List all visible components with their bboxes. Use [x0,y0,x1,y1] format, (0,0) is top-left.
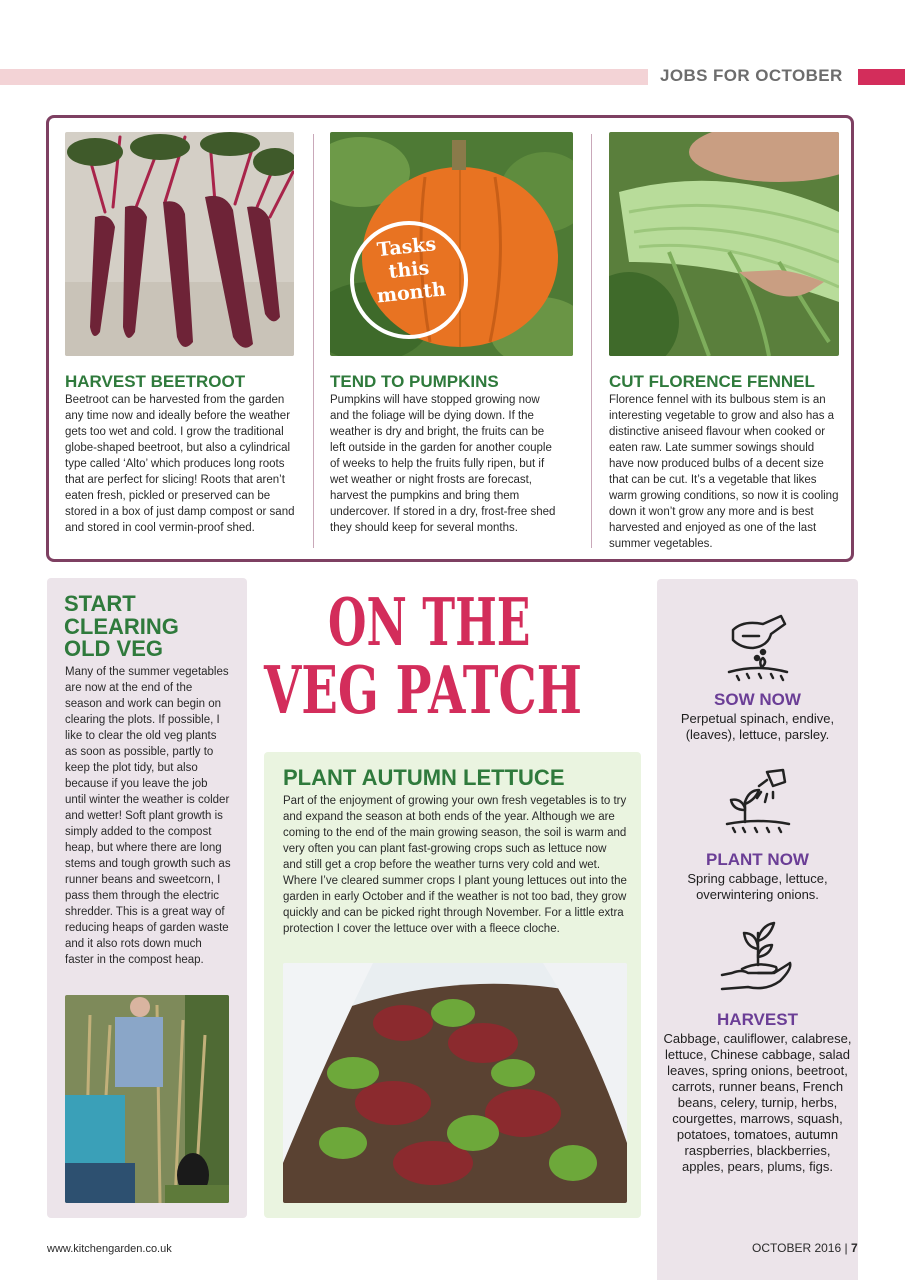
badge-line: this [387,256,431,284]
footer-separator: | [844,1241,848,1255]
header-bar [0,69,648,85]
lettuce-body: Part of the enjoyment of growing your own fresh vegetables is to try and expand the season at both ends of the year. Although we are coming to the end of the main growing season, the soil is warm and very often you can plant fast-growing crops such as lettuce now and still get a crop before the weather turns very cold and wet. Where I’ve cleared summer crops I plant young lettuces out into the garden in early October and if the weather is not too bad, they grow quickly and can be picked right through November. For a little extra protection I cover the lettuce over with a fleece cloche. [283,795,627,935]
task-body: Beetroot can be harvested from the garden any time now and ideally before the weather gets too wet and cold. I grow the traditional globe-shaped beetroot, but also a cylindrical type called ‘Alto’ which produces long roots that are perfect for slicing! Roots that aren’t eaten fresh, pickled or preserved can be stored in a box of just damp compost or sand and stored in cool vermin-proof shed. [65,394,295,534]
page-number: 7 [850,1241,858,1255]
lettuce-photo [283,963,627,1203]
column-divider [313,134,314,548]
plant-now-heading: PLANT NOW [706,850,809,869]
main-title-line2: VEG PATCH [264,652,583,730]
watering-can-icon [723,766,793,836]
lettuce-heading: PLANT AUTUMN LETTUCE [283,765,565,790]
sow-now-body: Perpetual spinach, endive, (leaves), lettuce, parsley. [680,711,835,742]
clearing-heading-line: CLEARING [64,613,179,639]
section-title: JOBS FOR OCTOBER [660,66,843,85]
task-body: Florence fennel with its bulbous stem is an interesting vegetable to grow and also has a distinctive aniseed flavour when cooked or eaten raw. Late summer sowings should have now produced bulbs of a decent size that can be cut. It’s a vegetable that likes warm growing conditions, so now it is cooling down it won’t grow any more and is best harvested and enjoyed as one of the last summer vegetables. [609,394,839,550]
footer-page-info [752,1241,858,1255]
shredder-photo [65,995,229,1203]
task-body: Pumpkins will have stopped growing now and the foliage will be dying down. If the weather is dry and bright, the fruits can be left outside in the garden for another couple of weeks to help the fruits fully ripen, but if wet weather or night frosts are forecast, harvest the pumpkins and bring them undercover. If stored in a dry, frost-free shed they should keep for several months. [330,394,556,534]
task-heading: TEND TO PUMPKINS [330,372,499,391]
beetroot-photo [65,132,294,356]
column-divider [591,134,592,548]
clearing-body: Many of the summer vegetables are now at the end of the season and work can begin on clearing the plots. If possible, I like to clear the old veg plants as soon as possible, partly to keep the plot tidy, but also because if you leave the job until winter the weather is colder and wetter! Soft plant growth is simply added to the compost heap, but where there are long stems and tough growth such as runner beans and sweetcorn, I pass them through the electric shredder. This is a great way of reducing heaps of garden waste and it also rots down much faster in the compost heap. [65,666,231,966]
task-heading: HARVEST BEETROOT [65,372,246,391]
clearing-heading-line: START [64,591,136,616]
fennel-photo [609,132,839,356]
harvest-heading: HARVEST [717,1010,798,1029]
badge-line: Tasks [375,233,438,262]
main-title-line1: ON THE [328,584,531,662]
header-accent-block [858,69,905,85]
sow-now-heading: SOW NOW [714,690,801,709]
tasks-this-month-badge [349,220,469,340]
harvest-body: Cabbage, cauliflower, calabrese, lettuce, Chinese cabbage, salad leaves, spring onions, beetroot, carrots, runner beans, French beans, celery, turnip, herbs, courgettes, marrows, squash, potatoes, tomatoes, autumn raspberries, blackberries, apples, pears, plums, figs. [663,1031,852,1174]
footer-website[interactable]: www.kitchengarden.co.uk [47,1243,172,1255]
badge-line: month [375,278,447,308]
seed-sowing-icon [723,610,793,682]
footer-issue: OCTOBER 2016 [752,1241,842,1255]
clearing-heading-line: OLD VEG [64,636,164,661]
plant-now-body: Spring cabbage, lettuce, overwintering onions. [687,871,828,902]
clearing-heading [64,593,179,661]
hand-holding-plant-icon [718,919,794,995]
task-heading: CUT FLORENCE FENNEL [609,372,815,391]
